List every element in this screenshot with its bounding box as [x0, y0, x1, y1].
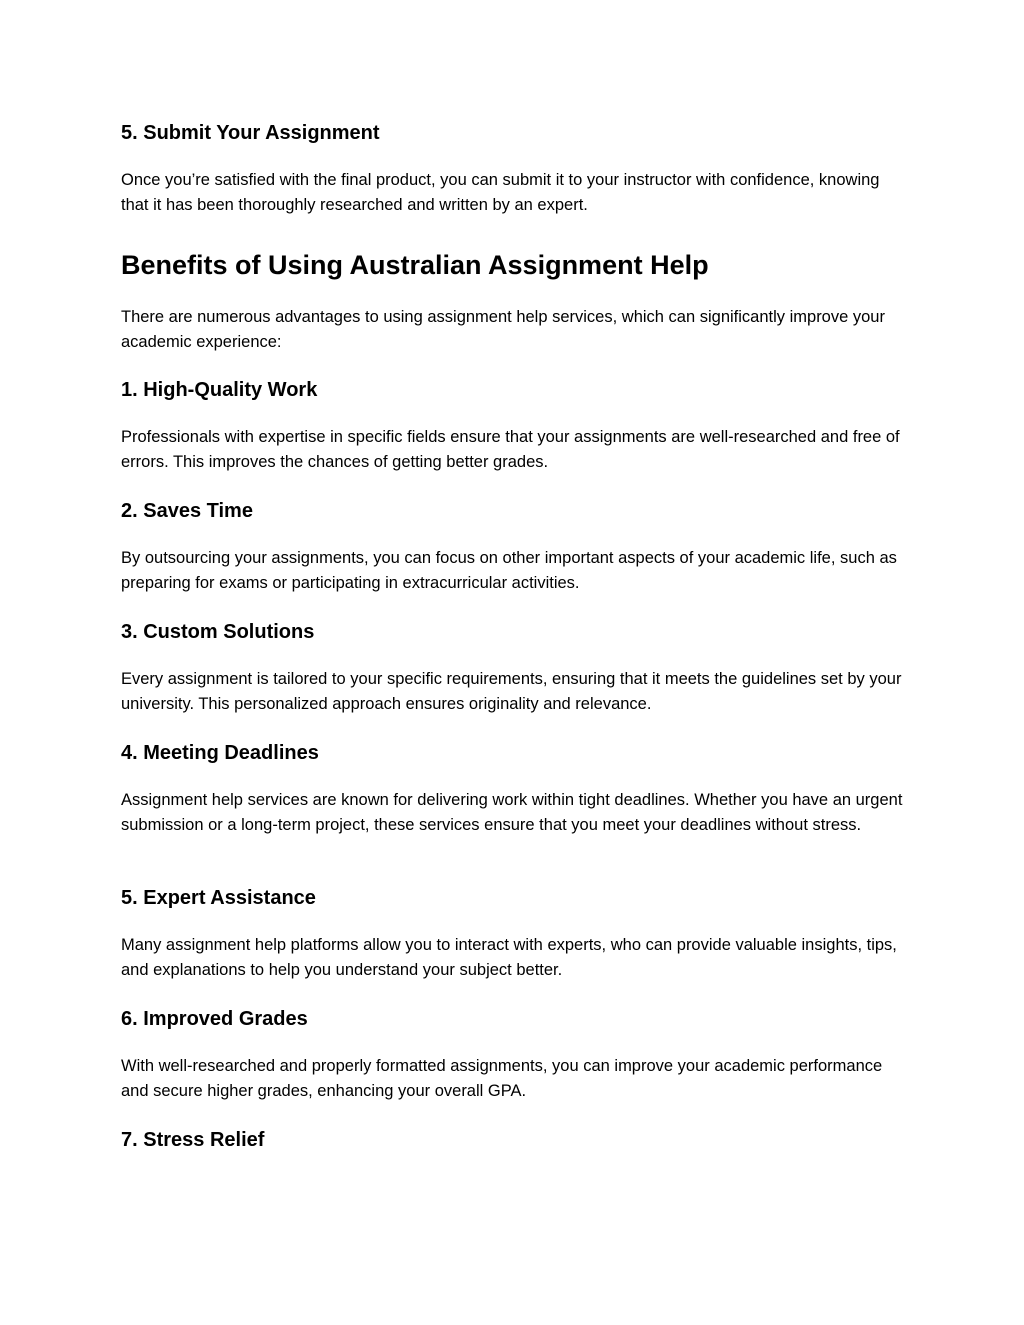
benefit-body-high-quality-work: Professionals with expertise in specific fields ensure that your assignments are well-researched and free of errors. This improves the chances of getting better grades. — [121, 428, 900, 471]
benefits-title: Benefits of Using Australian Assignment Help — [121, 250, 709, 280]
benefit-heading-stress-relief: 7. Stress Relief — [121, 1129, 265, 1151]
benefit-heading-custom-solutions: 3. Custom Solutions — [121, 621, 315, 643]
benefits-intro: There are numerous advantages to using assignment help services, which can significantly improve your academic experience: — [121, 308, 885, 351]
benefit-body-meeting-deadlines: Assignment help services are known for delivering work within tight deadlines. Whether you have an urgent submission or a long-term project, these services ensure that you meet your deadlines without stress. — [121, 791, 903, 834]
benefit-heading-expert-assistance: 5. Expert Assistance — [121, 887, 316, 909]
benefit-heading-improved-grades: 6. Improved Grades — [121, 1008, 308, 1030]
section-body-submit-assignment: Once you’re satisfied with the final product, you can submit it to your instructor with confidence, knowing that it has been thoroughly researched and written by an expert. — [121, 171, 880, 214]
benefit-body-custom-solutions: Every assignment is tailored to your specific requirements, ensuring that it meets the guidelines set by your university. This personalized approach ensures originality and relevance. — [121, 670, 902, 713]
benefit-body-expert-assistance: Many assignment help platforms allow you to interact with experts, who can provide valuable insights, tips, and explanations to help you understand your subject better. — [121, 936, 897, 979]
benefit-body-saves-time: By outsourcing your assignments, you can focus on other important aspects of your academic life, such as preparing for exams or participating in extracurricular activities. — [121, 549, 897, 592]
benefit-heading-saves-time: 2. Saves Time — [121, 500, 253, 522]
benefit-heading-meeting-deadlines: 4. Meeting Deadlines — [121, 742, 319, 764]
benefit-heading-high-quality-work: 1. High-Quality Work — [121, 379, 318, 401]
benefit-body-improved-grades: With well-researched and properly formatted assignments, you can improve your academic performance and secure higher grades, enhancing your overall GPA. — [121, 1057, 883, 1100]
section-heading-submit-assignment: 5. Submit Your Assignment — [121, 122, 380, 144]
